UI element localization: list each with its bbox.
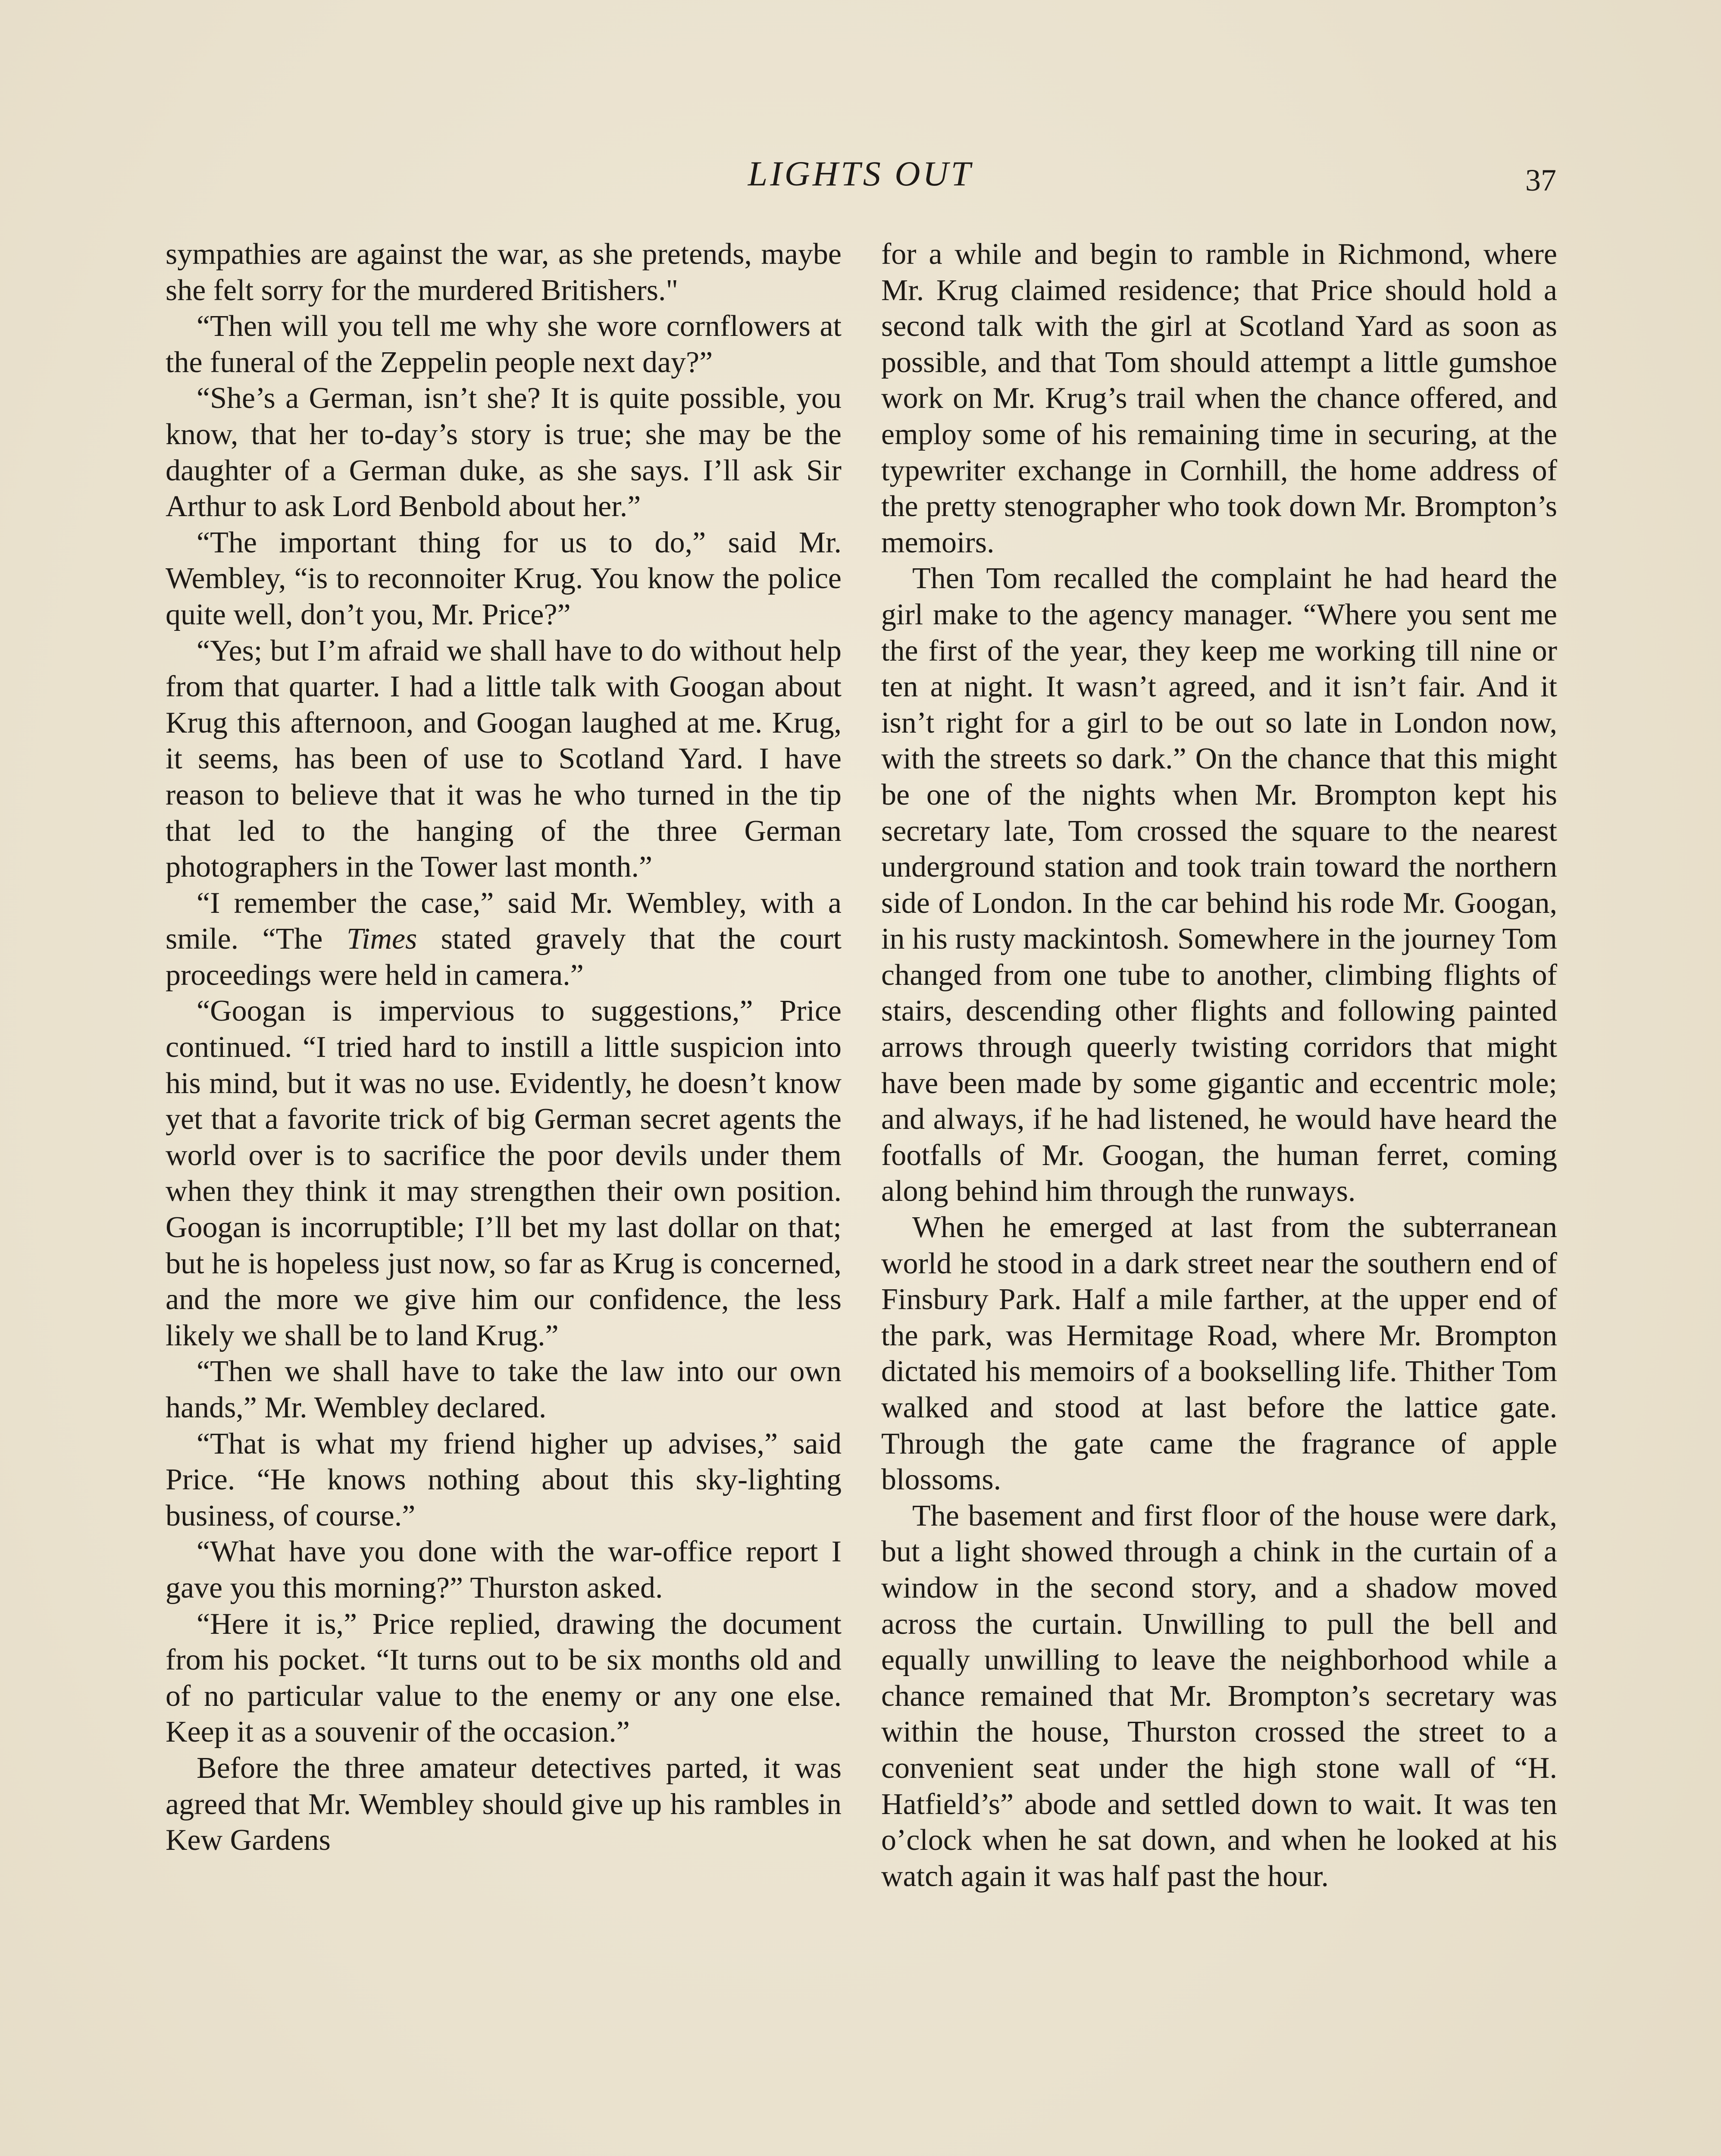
paragraph: “Here it is,” Price replied, drawing the document from his pocket. “It turns out to be six months old and of no particular value to the enemy or any one else. Keep it as a souvenir of the occasion.” <box>166 1607 842 1749</box>
paragraph: Before the three amateur detectives parted, it was agreed that Mr. Wembley should give up his rambles in Kew Gardens <box>166 1751 842 1857</box>
paragraph: for a while and begin to ramble in Richmond, where Mr. Krug claimed residence; that Price should hold a second talk with the girl at Scotland Yard as soon as possible, and that Tom should attempt a little gumshoe work on Mr. Krug’s trail when the chance offered, and employ some of his remaining time in securing, at the typewriter exchange in Cornhill, the home address of the pretty stenographer who took down Mr. Brompton’s memoirs. <box>881 238 1557 559</box>
paragraph: “Yes; but I’m afraid we shall have to do without help from that quarter. I had a little talk with Googan about Krug this afternoon, and Googan laughed at me. Krug, it seems, has been of use to Scotland Yard. I have reason to believe that it was he who turned in the tip that led to the hanging of the three German photographers in the Tower last month.” <box>166 634 842 884</box>
newspaper-title: Times <box>346 922 417 956</box>
paragraph: Then Tom recalled the complaint he had heard the girl make to the agency manager. “Where you sent me the first of the year, they keep me working till nine or ten at night. It wasn’t agreed, and it isn’t fair. And it isn’t right for a girl to be out so late in London now, with the streets so dark.” On the chance that this might be one of the nights when Mr. Brompton kept his secretary late, Tom crossed the square to the nearest underground station and took train toward the northern side of London. In the car behind his rode Mr. Googan, in his rusty mackintosh. Somewhere in the journey Tom changed from one tube to another, climbing flights of stairs, descending other flights and following painted arrows through queerly twisting corridors that might have been made by some gigantic and eccentric mole; and always, if he had listened, he would have heard the footfalls of Mr. Googan, the human ferret, coming along behind him through the runways. <box>881 562 1557 1208</box>
paragraph: “Then will you tell me why she wore cornflowers at the funeral of the Zeppelin people next day?” <box>166 310 842 379</box>
paragraph: “Googan is impervious to suggestions,” Price continued. “I tried hard to instill a little suspicion into his mind, but it was no use. Evidently, he doesn’t know yet that a favorite trick of big German secret agents the world over is to sacrifice the poor devils under them when they think it may strengthen their own position. Googan is incorruptible; I’ll bet my last dollar on that; but he is hopeless just now, so far as Krug is concerned, and the more we give him our confidence, the less likely we shall be to land Krug.” <box>166 994 842 1352</box>
left-text-column <box>166 236 842 1858</box>
page-number: 37 <box>1525 163 1556 197</box>
paragraph: “Then we shall have to take the law into our own hands,” Mr. Wembley declared. <box>166 1355 842 1424</box>
paragraph: “I remember the case,” said Mr. Wembley, with a smile. “The Times stated gravely that the court proceedings were held in camera.” <box>166 886 842 992</box>
paragraph: sympathies are against the war, as she pretends, maybe she felt sorry for the murdered Britishers." <box>166 238 842 307</box>
paragraph: “She’s a German, isn’t she? It is quite possible, you know, that her to-day’s story is true; she may be the daughter of a German duke, as she says. I’ll ask Sir Arthur to ask Lord Benbold about her.” <box>166 382 842 523</box>
paragraph: “What have you done with the war-office report I gave you this morning?” Thurston asked. <box>166 1535 842 1604</box>
right-text-column <box>881 236 1557 1894</box>
running-title: LIGHTS OUT <box>748 154 973 193</box>
paragraph: “That is what my friend higher up advises,” said Price. “He knows nothing about this sky-lighting business, of course.” <box>166 1427 842 1532</box>
paragraph: The basement and first floor of the house were dark, but a light showed through a chink in the curtain of a window in the second story, and a shadow moved across the curtain. Unwilling to pull the bell and equally unwilling to leave the neighborhood while a chance remained that Mr. Brompton’s secretary was within the house, Thurston crossed the street to a convenient seat under the high stone wall of “H. Hatfield’s” abode and settled down to wait. It was ten o’clock when he sat down, and when he looked at his watch again it was half past the hour. <box>881 1499 1557 1893</box>
paragraph: When he emerged at last from the subterranean world he stood in a dark street near the southern end of Finsbury Park. Half a mile farther, at the upper end of the park, was Hermitage Road, where Mr. Brompton dictated his memoirs of a bookselling life. Thither Tom walked and stood at last before the lattice gate. Through the gate came the fragrance of apple blossoms. <box>881 1211 1557 1497</box>
paragraph: “The important thing for us to do,” said Mr. Wembley, “is to reconnoiter Krug. You know the police quite well, don’t you, Mr. Price?” <box>166 526 842 631</box>
